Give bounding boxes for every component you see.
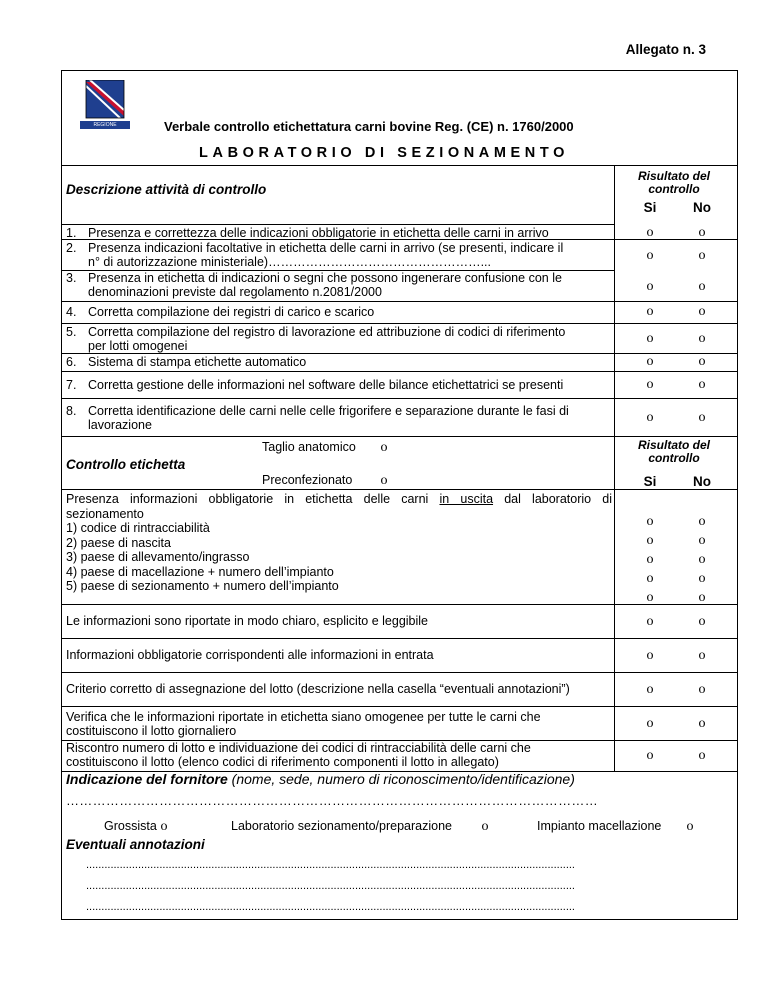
verbale-title: Verbale controllo etichettatura carni bovine Reg. (CE) n. 1760/2000 [164, 119, 574, 134]
list-2-si-checkbox[interactable]: o [646, 533, 654, 548]
preconf-label: Preconfezionato [262, 473, 353, 487]
section1-result-header: Risultato del controllo [637, 169, 710, 196]
list-1-si-checkbox[interactable]: o [646, 514, 654, 529]
item-6: 6. Sistema di stampa etichette automatico [66, 355, 307, 369]
row-chiaro: Le informazioni sono riportate in modo chiaro, esplicito e leggibile [66, 614, 429, 628]
list-item: 2) paese di nascita [66, 535, 171, 550]
row-verifica-no-checkbox[interactable]: o [698, 716, 706, 731]
item-4-si-checkbox[interactable]: o [646, 304, 654, 319]
lab-title: LABORATORIO DI SEZIONAMENTO [199, 145, 569, 161]
section2-title: Controllo etichetta [66, 457, 186, 472]
divider [61, 638, 738, 639]
laboratorio-checkbox[interactable]: o [481, 819, 489, 834]
item-3: 3. Presenza in etichetta di indicazioni o segni che possono ingenerare confusione con le denominazioni previste dal regolamento n.2081/2000 [66, 271, 562, 299]
column-divider [614, 165, 615, 771]
fornitore-title: Indicazione del fornitore (nome, sede, numero di riconoscimento/identificazione) [66, 771, 575, 787]
row-riscontro-si-checkbox[interactable]: o [646, 748, 654, 763]
row-riscontro-no-checkbox[interactable]: o [698, 748, 706, 763]
divider [61, 323, 738, 324]
row-chiaro-si-checkbox[interactable]: o [646, 614, 654, 629]
divider [61, 672, 738, 673]
list-1-no-checkbox[interactable]: o [698, 514, 706, 529]
divider [61, 224, 614, 225]
section1-title: Descrizione attività di controllo [66, 182, 267, 197]
item-7-no-checkbox[interactable]: o [698, 377, 706, 392]
list-5-no-checkbox[interactable]: o [698, 590, 706, 605]
fornitore-dots: ………………………………………………………………………………………………………… [66, 793, 598, 808]
taglio-label: Taglio anatomico [262, 440, 356, 454]
item-6-no-checkbox[interactable]: o [698, 354, 706, 369]
row-riscontro: Riscontro numero di lotto e individuazione dei codici di rintracciabilità delle carni che costituiscono il lotto (elenco codici di riferimento componenti il lotto in allegato) [66, 741, 531, 769]
list-2-no-checkbox[interactable]: o [698, 533, 706, 548]
impianto-checkbox[interactable]: o [686, 819, 694, 834]
taglio-checkbox[interactable]: o [380, 440, 388, 455]
divider [61, 489, 738, 490]
row-criterio: Criterio corretto di assegnazione del lotto (descrizione nella casella “eventuali annotazioni”) [66, 682, 570, 696]
regione-campania-logo [78, 80, 132, 136]
list-5-si-checkbox[interactable]: o [646, 590, 654, 605]
list-3-si-checkbox[interactable]: o [646, 552, 654, 567]
item-8-si-checkbox[interactable]: o [646, 410, 654, 425]
row-verifica-si-checkbox[interactable]: o [646, 716, 654, 731]
divider [61, 706, 738, 707]
item-5-no-checkbox[interactable]: o [698, 331, 706, 346]
item-1-no-checkbox[interactable]: o [698, 225, 706, 240]
item-1-si-checkbox[interactable]: o [646, 225, 654, 240]
col-no: No [693, 200, 711, 215]
row-corrispondenti: Informazioni obbligatorie corrispondenti alle informazioni in entrata [66, 648, 434, 662]
divider [61, 165, 738, 166]
annotazioni-title: Eventuali annotazioni [66, 837, 205, 852]
divider [61, 301, 738, 302]
item-5: 5. Corretta compilazione del registro di lavorazione ed attribuzione di codici di riferimento per lotti omogenei [66, 325, 566, 353]
item-7-si-checkbox[interactable]: o [646, 377, 654, 392]
item-4-no-checkbox[interactable]: o [698, 304, 706, 319]
presenza-block: Presenza informazioni obbligatorie in etichetta delle carni in uscita dal laboratorio di sezionamento 1) codice di rintracciabilità 2) paese di nascita 3) paese di allevamento/ingrasso 4) paese di macellazione + numero dell’impianto 5) paese di sezionamento + numero dell’impianto [66, 492, 612, 593]
col-si: Si [643, 200, 657, 215]
item-7: 7. Corretta gestione delle informazioni nel software delle bilance etichettatrici se presenti [66, 378, 564, 392]
list-item: 5) paese di sezionamento + numero dell’impianto [66, 579, 339, 593]
list-item: 1) codice di rintracciabilità [66, 521, 210, 535]
row-corrispondenti-si-checkbox[interactable]: o [646, 648, 654, 663]
laboratorio-label: Laboratorio sezionamento/preparazione [231, 819, 452, 833]
divider [61, 398, 738, 399]
row-corrispondenti-no-checkbox[interactable]: o [698, 648, 706, 663]
item-8: 8. Corretta identificazione delle carni nelle celle frigorifere e separazione durante le fasi di lavorazione [66, 404, 569, 432]
divider [61, 371, 738, 372]
section2-result-header: Risultato del controllo [637, 438, 710, 465]
item-8-no-checkbox[interactable]: o [698, 410, 706, 425]
list-4-si-checkbox[interactable]: o [646, 571, 654, 586]
list-item: 3) paese di allevamento/ingrasso [66, 550, 250, 564]
item-2-no-checkbox[interactable]: o [698, 248, 706, 263]
annotazioni-line-1[interactable]: ................................................................................................................................................................ [86, 859, 575, 871]
col-no-2: No [693, 474, 711, 489]
list-4-no-checkbox[interactable]: o [698, 571, 706, 586]
grossista-label: Grossista [104, 819, 157, 833]
annotazioni-line-3[interactable]: ................................................................................................................................................................ [86, 901, 575, 913]
row-chiaro-no-checkbox[interactable]: o [698, 614, 706, 629]
col-si-2: Si [643, 474, 657, 489]
list-3-no-checkbox[interactable]: o [698, 552, 706, 567]
annotazioni-line-2[interactable]: ................................................................................................................................................................ [86, 880, 575, 892]
item-3-no-checkbox[interactable]: o [698, 279, 706, 294]
item-4: 4. Corretta compilazione dei registri di carico e scarico [66, 305, 375, 319]
allegato-label: Allegato n. 3 [625, 42, 706, 57]
impianto-label: Impianto macellazione [537, 819, 662, 833]
row-criterio-no-checkbox[interactable]: o [698, 682, 706, 697]
item-6-si-checkbox[interactable]: o [646, 354, 654, 369]
grossista-checkbox[interactable]: o [160, 819, 168, 834]
row-verifica: Verifica che le informazioni riportate in etichetta siano omogenee per tutte le carni che costituiscono il lotto giornaliero [66, 710, 541, 738]
row-criterio-si-checkbox[interactable]: o [646, 682, 654, 697]
divider [61, 436, 738, 437]
preconf-checkbox[interactable]: o [380, 473, 388, 488]
logo-text: REGIONE CAMPANIA [92, 122, 118, 136]
item-3-si-checkbox[interactable]: o [646, 279, 654, 294]
item-2-si-checkbox[interactable]: o [646, 248, 654, 263]
list-item: 4) paese di macellazione + numero dell’impianto [66, 564, 334, 579]
item-1: 1. Presenza e correttezza delle indicazioni obbligatorie in etichetta delle carni in arrivo [66, 226, 549, 240]
item-5-si-checkbox[interactable]: o [646, 331, 654, 346]
item-2: 2. Presenza indicazioni facoltative in etichetta delle carni in arrivo (se presenti, indicare il n° di autorizzazione ministeriale)……………………………………………... [66, 241, 564, 269]
